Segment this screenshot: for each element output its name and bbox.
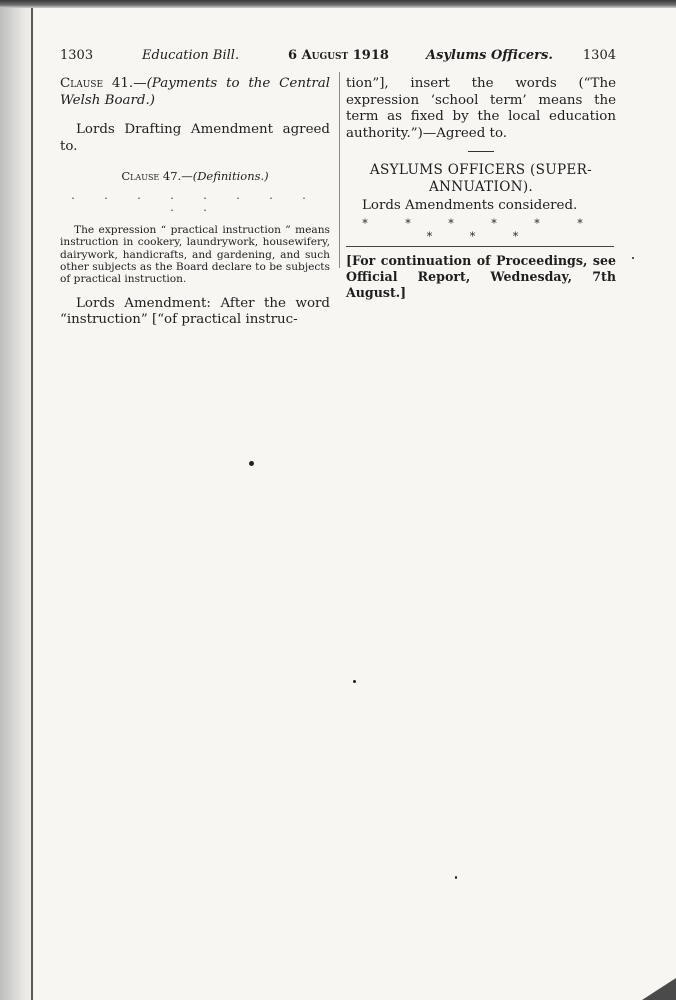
footnote-rule [346,246,614,247]
left-running-title: Education Bill. [142,48,240,63]
lords-amendment-para: Lords Amendment: After the word “instruction” [“of practical instruc- [60,295,330,328]
clause-47-heading [60,168,330,185]
amendment-continuation: tion”], insert the words (“The expression ‘school term’ means the term as fixed by the local education authority.”)—Agreed to. [346,76,616,141]
drafting-amendment-para: Lords Drafting Amendment agreed to. [60,122,330,154]
section-divider [468,151,494,152]
amendments-considered: Lords Amendments considered. [362,198,578,213]
quoted-definition: The expression “ practical instruction ” means instruction in cookery, laundrywork, housewifery, dairywork, handicrafts, and gardening, and such other subjects as the Board declare to be subjects of practical instruction. [60,224,330,285]
page-top-edge [0,0,676,8]
left-column [60,76,330,329]
clause-47-title: —(Definitions.) [181,169,269,183]
ink-speck [632,257,634,259]
page-binding [0,8,34,1000]
ink-speck [353,680,356,683]
header-date: 6 August 1918 [288,48,389,63]
asterisk-row: * * * * * * * * * [362,216,600,243]
binding-line [31,8,33,1000]
running-header [60,48,616,68]
section-heading: ASYLUMS OFFICERS (SUPER-ANNUATION). [369,162,593,195]
clause-47-label: Clause 47. [121,169,182,183]
clause-41-heading [60,76,330,109]
clause-41-label: Clause 41. [60,76,134,91]
column-divider [339,72,340,268]
ink-speck [455,876,457,879]
right-column-number: 1304 [582,48,616,63]
left-column-number: 1303 [60,48,94,63]
continuation-note: [For continuation of Proceedings, see Official Report, Wednesday, 7th August.] [346,252,616,300]
ink-speck [249,461,254,466]
right-column [346,76,616,301]
page-corner [642,978,676,1000]
right-running-title: Asylums Officers. [426,48,553,63]
clause-41-title: —(Payments to the Central Welsh Board.) [60,76,330,108]
ellipsis-dots: . . . . . . . . . . [71,188,319,214]
